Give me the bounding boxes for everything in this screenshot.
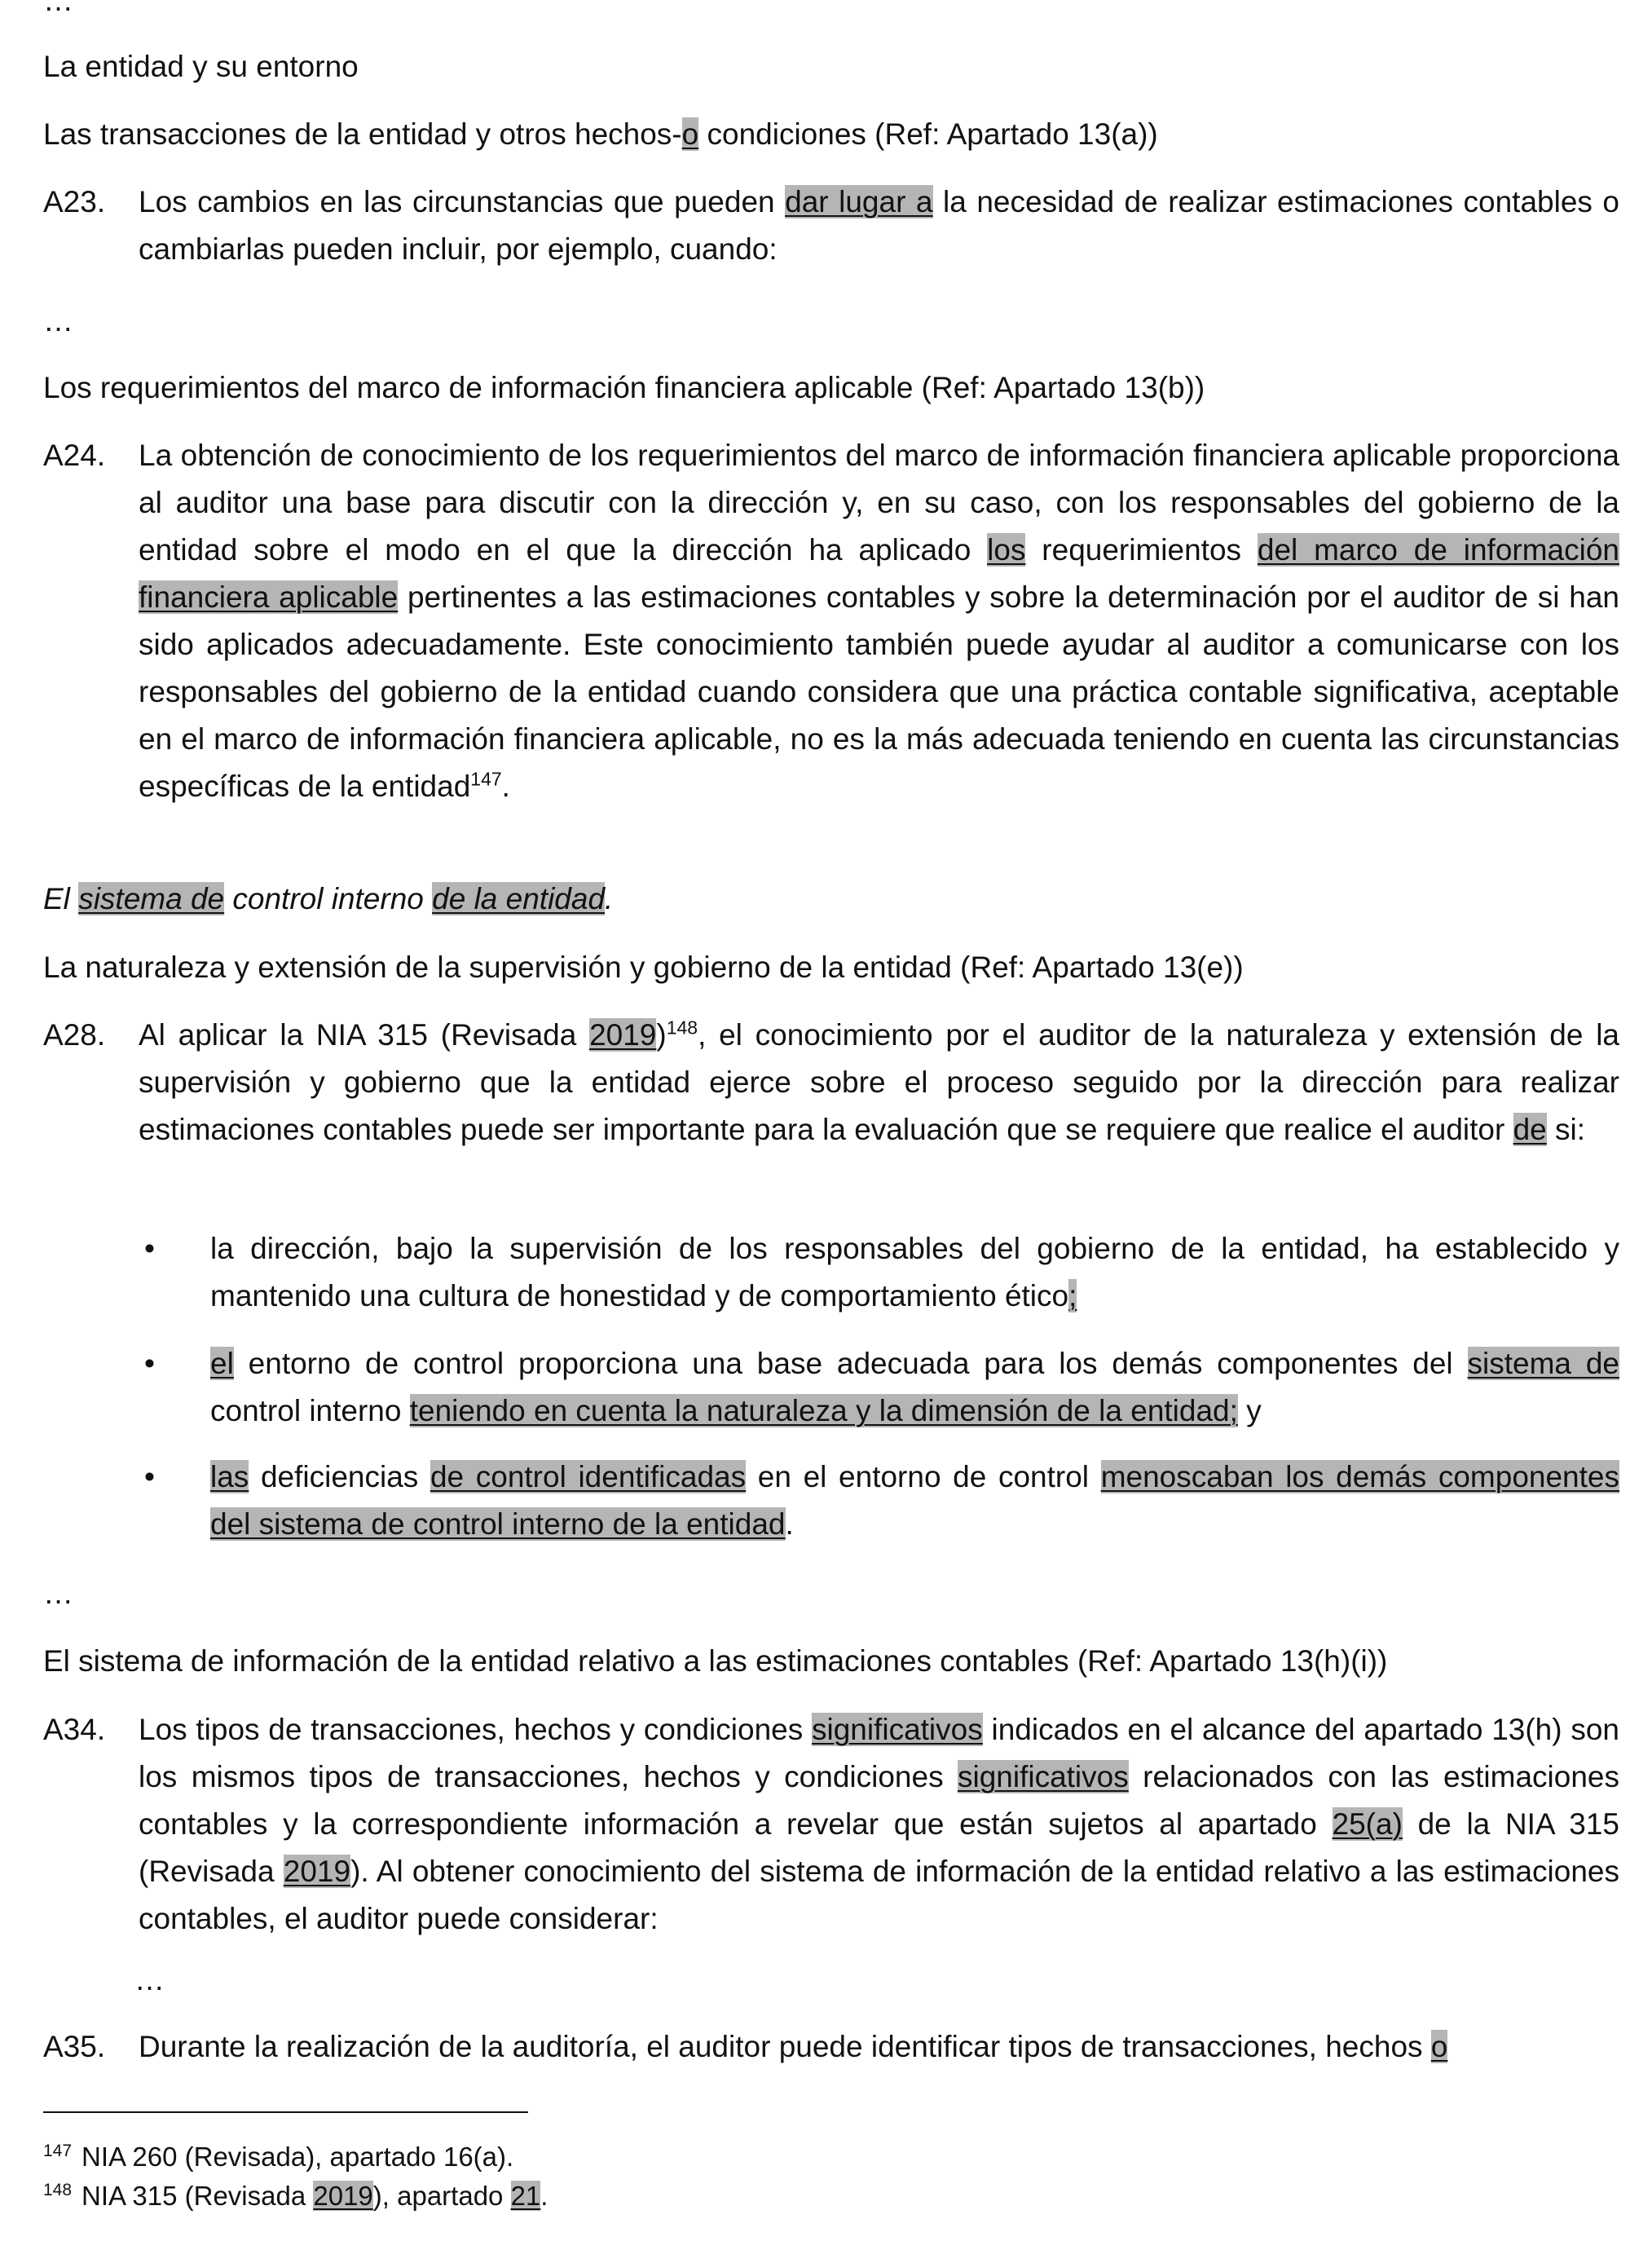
paragraph-body: [139, 2023, 1619, 2071]
highlight: o: [1430, 2030, 1448, 2063]
paragraph-a23: [43, 179, 1619, 273]
paragraph-number: A35.: [43, 2030, 106, 2063]
text-run: de la NIA 315 (Revisada: [139, 1807, 1619, 1888]
highlight: significativos: [957, 1760, 1129, 1793]
highlight: ;: [1068, 1279, 1077, 1312]
highlight: 21: [510, 2181, 541, 2211]
heading-internal-control: [43, 876, 1619, 923]
bullet-marker: •: [144, 1347, 155, 1380]
footnote-number: 147: [43, 2142, 73, 2160]
paragraph-a35: [43, 2023, 1619, 2071]
text-run: El: [43, 882, 79, 915]
highlight: de la entidad: [432, 882, 606, 915]
paragraph-a24: [43, 432, 1619, 810]
ellipsis: …: [134, 1963, 165, 1996]
text-run: en el entorno de control: [746, 1460, 1101, 1493]
text-run: la necesidad de realizar estimaciones contables o cambiarlas pueden incluir, por ejemplo, cuando:: [139, 185, 1619, 266]
text-run: .: [501, 770, 510, 803]
highlight: de control identificadas: [430, 1460, 747, 1493]
footnote-separator: [43, 2111, 528, 2113]
text-run: indicados en el alcance del apartado 13(h) son los mismos tipos de transacciones, hechos y condiciones: [139, 1713, 1619, 1793]
heading-entity-environment: La entidad y su entorno: [43, 50, 359, 83]
text-run: si:: [1546, 1113, 1586, 1146]
text-run: y: [1237, 1394, 1262, 1427]
heading-transactions: [43, 111, 1619, 158]
highlight: significativos: [811, 1713, 983, 1746]
highlight: teniendo en cuenta la naturaleza y la dimensión de la entidad;: [409, 1394, 1238, 1427]
text-run: control interno: [210, 1394, 410, 1427]
highlight: sistema de: [1467, 1347, 1619, 1380]
footnote-text: ), apartado: [372, 2181, 511, 2211]
bullet-marker: •: [144, 1232, 155, 1265]
bullet-marker: •: [144, 1460, 155, 1493]
paragraph-a28: [43, 1012, 1619, 1154]
text-run: requerimientos: [1025, 533, 1258, 567]
text-run: Durante la realización de la auditoría, el auditor puede identificar tipos de transacciones, hechos: [139, 2030, 1431, 2063]
text-run: ). Al obtener conocimiento del sistema de información de la entidad relativo a las estimaciones contables, el auditor puede considerar:: [139, 1855, 1619, 1935]
text-run: la dirección, bajo la supervisión de los responsables del gobierno de la entidad, ha establecido y mantenido una cultura de honestidad y de comportamiento ético: [210, 1232, 1619, 1312]
highlight: dar lugar a: [785, 185, 933, 218]
footnote-ref: 147: [470, 768, 502, 790]
highlight: 25(a): [1332, 1807, 1403, 1841]
highlight: los: [987, 533, 1026, 567]
text-run: pertinentes a las estimaciones contables y sobre la determinación por el auditor de si han sido aplicados adecuadamente. Este conocimiento también puede ayudar al auditor a comunicarse con los responsables del gobierno de la entidad cuando considera que una práctica contable significativa, aceptable en el marco de información financiera aplicable, no es la más adecuada teniendo en cuenta las circunstancias específicas de la entidad: [139, 580, 1619, 803]
highlight: o: [681, 117, 699, 151]
text-run: Al aplicar la NIA 315 (Revisada: [139, 1018, 590, 1052]
paragraph-body: [139, 1012, 1619, 1154]
paragraph-number: A23.: [43, 185, 106, 218]
heading-requirements: Los requerimientos del marco de información financiera aplicable (Ref: Apartado 13(b)): [43, 371, 1205, 404]
paragraph-body: [139, 1706, 1619, 1943]
text-run: ): [656, 1018, 667, 1052]
highlight: menoscaban los demás componentes del sistema de control interno de la entidad: [210, 1460, 1619, 1541]
footnote-ref: 148: [666, 1017, 698, 1039]
paragraph-number: A34.: [43, 1713, 106, 1746]
bullet-body: [210, 1340, 1619, 1435]
bullet-body: [210, 1454, 1619, 1548]
footnote-text: NIA 315 (Revisada: [81, 2181, 314, 2211]
text-run: , el conocimiento por el auditor de la naturaleza y extensión de la supervisión y gobierno que la entidad ejerce sobre el proceso seguido por la dirección para realizar estimaciones contables puede ser importante para la evaluación que se requiere que realice el auditor: [139, 1018, 1619, 1146]
text-run: entorno de control proporciona una base adecuada para los demás componentes del: [233, 1347, 1468, 1380]
ellipsis: …: [43, 1577, 73, 1610]
text-run: deficiencias: [249, 1460, 430, 1493]
bullet-item: [140, 1454, 1619, 1548]
highlight: 2019: [589, 1018, 657, 1052]
text-run: La obtención de conocimiento de los requerimientos del marco de información financiera aplicable proporciona al auditor una base para discutir con la dirección y, en su caso, con los responsables del gobierno de la entidad sobre el modo en el que la dirección ha aplicado: [139, 439, 1619, 567]
footnote-text: .: [540, 2181, 548, 2211]
paragraph-body: [139, 179, 1619, 273]
text-run: Los tipos de transacciones, hechos y condiciones: [139, 1713, 812, 1746]
paragraph-number: A24.: [43, 439, 106, 472]
highlight: 2019: [313, 2181, 373, 2211]
footnote-number: 148: [43, 2181, 73, 2199]
text-run: Los cambios en las circunstancias que pueden: [139, 185, 786, 218]
paragraph-number: A28.: [43, 1018, 106, 1052]
highlight: 2019: [283, 1855, 351, 1888]
ellipsis: …: [43, 304, 73, 337]
heading-text: condiciones (Ref: Apartado 13(a)): [698, 117, 1158, 151]
text-run: control interno: [224, 882, 433, 915]
top-ellipsis: …: [43, 0, 73, 17]
highlight: el: [210, 1347, 234, 1380]
highlight: las: [210, 1460, 249, 1493]
heading-supervision: La naturaleza y extensión de la supervisión y gobierno de la entidad (Ref: Apartado 13(e)): [43, 951, 1244, 984]
bullet-item: [140, 1225, 1619, 1320]
footnote-text: NIA 260 (Revisada), apartado 16(a).: [81, 2142, 514, 2172]
text-run: .: [605, 882, 614, 915]
highlight: sistema de: [78, 882, 225, 915]
heading-text: Las transacciones de la entidad y otros hechos-: [43, 117, 682, 151]
paragraph-body: [139, 432, 1619, 810]
bullet-body: [210, 1225, 1619, 1320]
footnote-148: [43, 2178, 548, 2214]
highlight: de: [1513, 1113, 1547, 1146]
heading-information-system: El sistema de información de la entidad relativo a las estimaciones contables (Ref: Apartado 13(h)(i)): [43, 1644, 1388, 1678]
highlight: del marco de información financiera aplicable: [139, 533, 1619, 614]
text-run: .: [785, 1507, 794, 1541]
text-run: relacionados con las estimaciones contables y la correspondiente información a revelar que están sujetos al apartado: [139, 1760, 1619, 1841]
footnote-147: [43, 2139, 513, 2175]
paragraph-a34: [43, 1706, 1619, 1943]
bullet-item: [140, 1340, 1619, 1435]
